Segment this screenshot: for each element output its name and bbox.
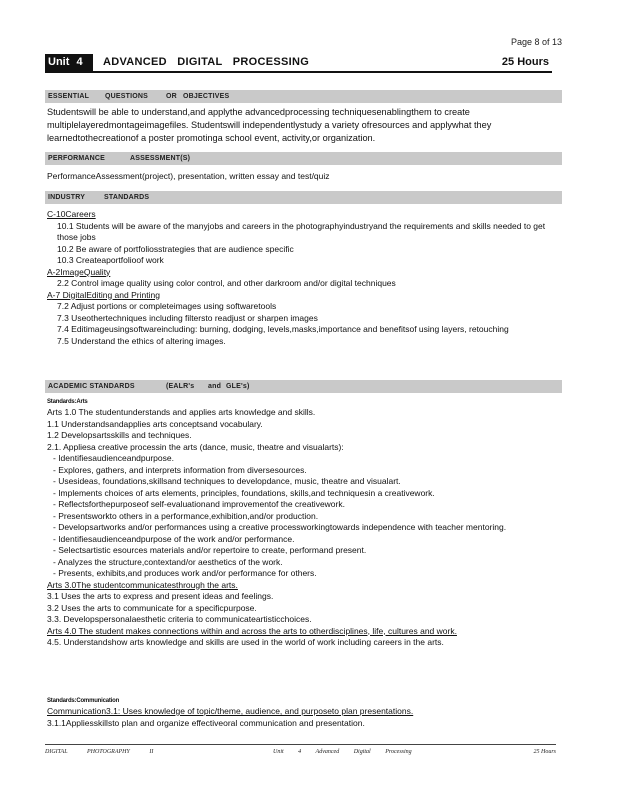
standard-link-text: A-2ImageQuality <box>47 266 111 277</box>
standard-line: - Identifiesaudienceandpurpose of the work and/or performance. <box>53 533 295 544</box>
standard-line: - Identifiesaudienceandpurpose. <box>53 453 174 463</box>
footer-course: DIGITAL PHOTOGRAPHY II <box>45 749 154 755</box>
footer-unit: Unit 4 Advanced Digital Processing <box>273 749 412 755</box>
standard-line: - Analyzes the structure,contextand/or aesthetics of the work. <box>53 556 283 567</box>
page-number: Page 8 of 13 <box>511 37 563 47</box>
standard-line: 7.2 Adjust portions or completeimages using softwaretools <box>57 301 277 311</box>
heading-word: ACADEMIC STANDARDS <box>48 383 135 390</box>
unit-title: ADVANCED DIGITAL PROCESSING <box>103 56 310 68</box>
heading-word: (EALR's <box>166 383 195 390</box>
standard-line: Arts 1.0 The studentunderstands and applies arts knowledge and skills. <box>47 407 316 417</box>
standard-line: - Explores, gathers, and interprets information from diversesources. <box>53 464 307 475</box>
standard-line: 10.3 Createaportfolioof work <box>57 255 164 265</box>
standard-line: 2.2 Control image quality using color control, and other darkroom and/or digital techniques <box>57 278 396 288</box>
standard-line <box>47 290 557 302</box>
objective-line: Studentswill be able to understand,and applythe advancedprocessing techniquesenablingthem to create <box>47 107 470 117</box>
standard-link-text: A-7 DigitalEditing and Printing <box>47 289 160 300</box>
standard-line: 4.5. Understandshow arts knowledge and skills are used in the world of work including careers in the arts. <box>47 637 444 647</box>
standard-line <box>47 580 557 592</box>
standard-line: - Reflectsforthepurposeof self-evaluationand improvementof the creativework. <box>53 499 345 509</box>
heading-word: STANDARDS <box>104 194 150 201</box>
objective-line: learnedtothecreationof a poster promotinga school event, activity,or organization. <box>47 133 376 143</box>
communication-standards-subheading: Standards:Communication <box>47 698 120 704</box>
heading-word: OR <box>166 93 177 100</box>
standard-link-text: Arts 4.0 The student makes connections within and across the arts to otherdisciplines, life, cultures and work. <box>47 625 457 636</box>
standard-line: 3.2 Uses the arts to communicate for a specificpurpose. <box>47 602 257 613</box>
footer-hours: 25 Hours <box>533 749 556 755</box>
standard-line: 1.1 Understandsandapplies arts conceptsand vocabulary. <box>47 418 263 429</box>
unit-header <box>45 54 552 73</box>
heading-word: PERFORMANCE <box>48 155 106 162</box>
performance-text-block <box>47 171 557 183</box>
standard-line: - Presentsworkto others in a performance,exhibition,and/or production. <box>53 510 319 521</box>
unit-label: Unit 4 <box>45 54 93 71</box>
heading-word: QUESTIONS <box>105 93 149 100</box>
standard-line: - Presents, exhibits,and produces work and/or performance for others. <box>53 568 317 578</box>
standard-line: 1.2 Developsartsskills and techniques. <box>47 430 192 440</box>
performance-assessment-heading <box>45 152 562 165</box>
essential-questions-heading <box>45 90 562 103</box>
standard-link-text: Arts 3.0The studentcommunicatesthrough the arts. <box>47 579 238 590</box>
standard-line: 3.3. Developspersonalaesthetic criteria to communicateartisticchoices. <box>47 614 312 624</box>
standard-link-text: C-10Careers <box>47 209 96 219</box>
heading-word: and <box>208 383 222 390</box>
standard-line: 7.4 Editimageusingsoftwareincluding: burning, dodging, levels,masks,importance and benefitsof using layers, retouching <box>57 324 509 334</box>
standard-line: - Developsartworks and/or performances using a creative processworkingtowards independence with teacher mentoring. <box>53 522 507 532</box>
standard-line <box>47 209 557 221</box>
standard-line: 7.3 Useothertechniques including filtersto readjust or sharpen images <box>57 312 318 323</box>
academic-standards-heading <box>45 380 562 393</box>
communication-standards-list <box>47 697 557 729</box>
standard-line: 10.1 Students will be aware of the manyjobs and careers in the photographyindustryand the requirements and skills needed to get those jobs <box>57 220 546 242</box>
heading-word: INDUSTRY <box>48 194 86 201</box>
page-footer <box>45 744 556 755</box>
unit-hours: 25 Hours <box>501 56 549 68</box>
standard-line <box>47 626 557 638</box>
performance-text: PerformanceAssessment(project), presentation, written essay and test/quiz <box>47 171 330 181</box>
standard-line: 7.5 Understand the ethics of altering images. <box>57 335 226 346</box>
heading-word: ASSESSMENT(S) <box>130 155 191 162</box>
standard-link-text: Communication3.1: Uses knowledge of topic/theme, audience, and purposeto plan presentations. <box>47 706 414 716</box>
industry-standards-list <box>47 209 557 347</box>
heading-word: OBJECTIVES <box>183 93 230 100</box>
standard-line: 2.1. Appliesa creative processin the arts (dance, music, theatre and visualarts): <box>47 441 344 452</box>
standard-line: 3.1 Uses the arts to express and present ideas and feelings. <box>47 591 274 601</box>
heading-word: ESSENTIAL <box>48 93 90 100</box>
objective-line: multiplelayeredmontageimagefiles. Studentswill independentlystudy a variety ofresources and applywhat they <box>47 120 492 130</box>
standard-line: - Usesideas, foundations,skillsand techniques to developdance, music, theatre and visualart. <box>53 476 401 486</box>
standard-line: - Selectsartistic esources materials and/or repertoire to create, performand present. <box>53 545 367 555</box>
standard-line: 10.2 Be aware of portfoliosstrategies that are audience specific <box>57 243 294 254</box>
standard-line <box>47 267 557 279</box>
arts-standards-list <box>47 398 557 649</box>
arts-standards-subheading: Standards:Arts <box>47 399 88 405</box>
standard-line: - Implements choices of arts elements, principles, foundations, skills,and techniquesin a creativework. <box>53 487 435 498</box>
standard-line: 3.1.1Appliesskillsto plan and organize effectiveoral communication and presentation. <box>47 717 365 728</box>
heading-word: GLE's) <box>226 383 250 390</box>
objective-text <box>47 106 557 145</box>
standard-line <box>47 706 557 718</box>
industry-standards-heading <box>45 191 562 204</box>
